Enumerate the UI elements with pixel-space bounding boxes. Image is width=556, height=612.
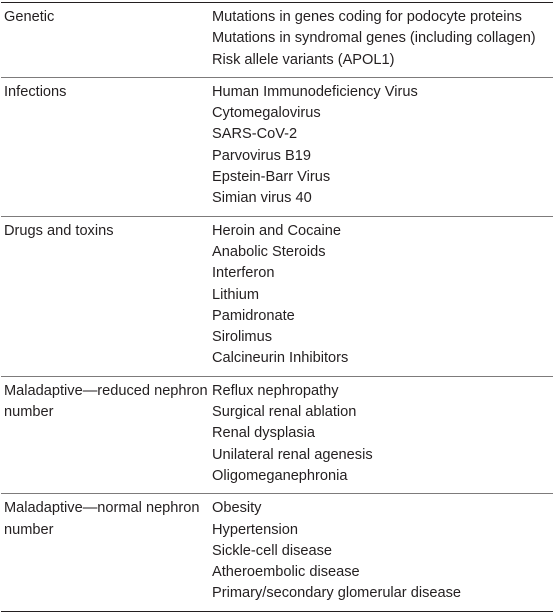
list-item: Surgical renal ablation bbox=[212, 404, 357, 421]
list-item: Atheroembolic disease bbox=[212, 564, 360, 581]
list-item: Lithium bbox=[212, 286, 260, 303]
list-item: Pamidronate bbox=[212, 307, 295, 324]
items-cell bbox=[209, 498, 553, 604]
category-label: Infections bbox=[4, 83, 67, 100]
table-row-infections bbox=[1, 78, 553, 217]
items-cell bbox=[209, 7, 553, 71]
category-label: Maladaptive—normal nephron number bbox=[4, 500, 200, 538]
table-row-genetic bbox=[1, 3, 553, 78]
list-item: Parvovirus B19 bbox=[212, 147, 311, 164]
list-item: Unilateral renal agenesis bbox=[212, 446, 373, 463]
list-item: Anabolic Steroids bbox=[212, 243, 326, 260]
list-item: Simian virus 40 bbox=[212, 190, 312, 207]
list-item: Oligomeganephronia bbox=[212, 467, 348, 484]
list-item: Primary/secondary glomerular disease bbox=[212, 585, 462, 602]
category-cell bbox=[1, 7, 209, 71]
list-item: Reflux nephropathy bbox=[212, 382, 339, 399]
list-item: Hypertension bbox=[212, 521, 298, 538]
table-row-maladaptive-reduced bbox=[1, 377, 553, 494]
table-row-maladaptive-normal bbox=[1, 494, 553, 610]
list-item: Renal dysplasia bbox=[212, 425, 316, 442]
list-item: Sirolimus bbox=[212, 329, 273, 346]
category-cell bbox=[1, 498, 209, 604]
list-item: Cytomegalovirus bbox=[212, 105, 321, 122]
list-item: SARS-CoV-2 bbox=[212, 126, 298, 143]
items-cell bbox=[209, 221, 553, 370]
category-label: Maladaptive—reduced nephron number bbox=[4, 382, 208, 421]
list-item: Mutations in genes coding for podocyte proteins bbox=[212, 9, 522, 25]
list-item: Epstein-Barr Virus bbox=[212, 169, 331, 186]
items-cell bbox=[209, 381, 553, 487]
list-item: Sickle-cell disease bbox=[212, 542, 333, 559]
list-item: Interferon bbox=[212, 265, 275, 282]
category-cell bbox=[1, 82, 209, 210]
items-cell bbox=[209, 82, 553, 210]
category-cell bbox=[1, 381, 209, 487]
table-row-drugs-and-toxins bbox=[1, 217, 553, 377]
list-item: Risk allele variants (APOL1) bbox=[212, 51, 395, 68]
category-cell bbox=[1, 221, 209, 370]
category-label: Drugs and toxins bbox=[4, 222, 114, 239]
list-item: Obesity bbox=[212, 500, 262, 517]
list-item: Calcineurin Inhibitors bbox=[212, 350, 349, 367]
list-item: Human Immunodeficiency Virus bbox=[212, 83, 418, 100]
causes-table bbox=[1, 2, 553, 612]
category-label: Genetic bbox=[4, 9, 55, 25]
list-item: Heroin and Cocaine bbox=[212, 222, 341, 239]
list-item: Mutations in syndromal genes (including collagen) bbox=[212, 30, 536, 47]
